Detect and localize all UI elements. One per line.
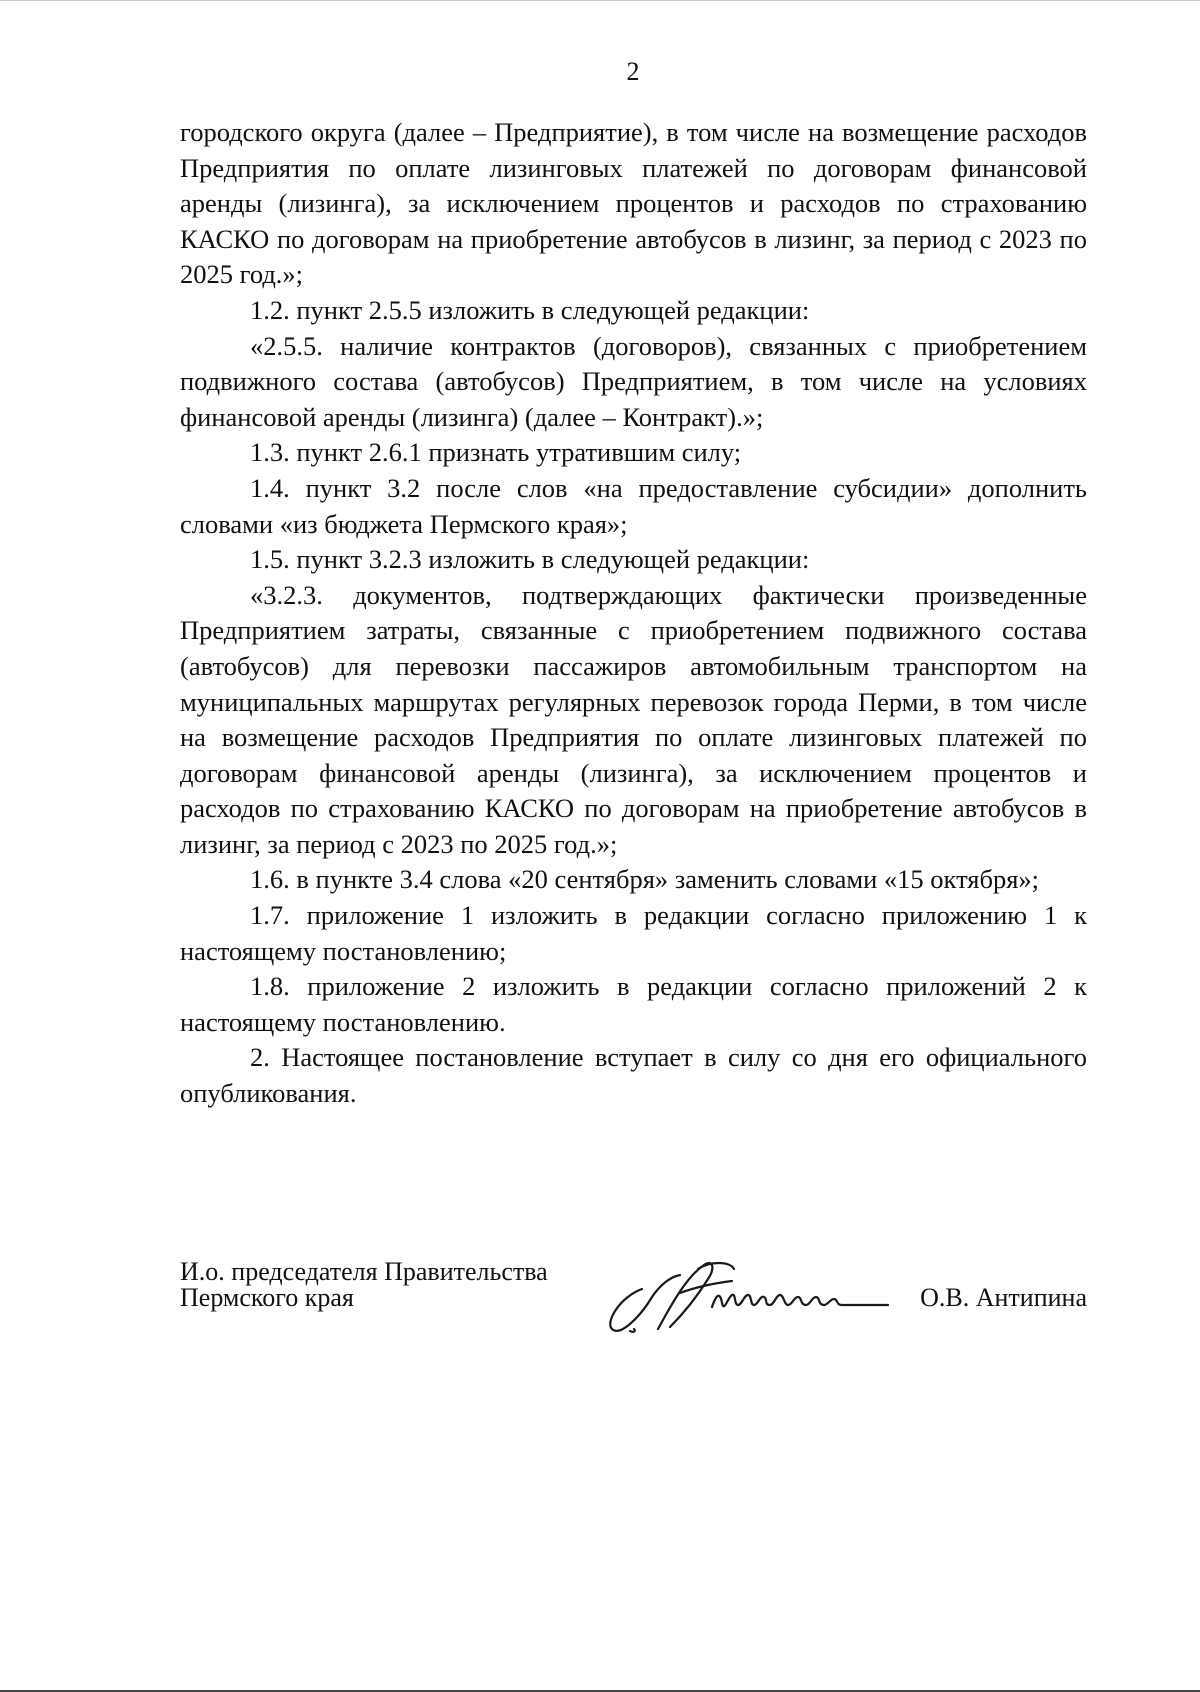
page-number: 2 xyxy=(626,57,640,86)
signature-block xyxy=(180,1259,1087,1359)
paragraph: 1.5. пункт 3.2.3 изложить в следующей редакции: xyxy=(250,544,810,575)
signer-title-line: И.о. председателя Правительства xyxy=(180,1257,548,1286)
paragraph: 2. Настоящее постановление вступает в силу со дня его официального опубликования. xyxy=(180,1042,1087,1109)
paragraph: 1.8. приложение 2 изложить в редакции согласно приложений 2 к настоящему постановлению. xyxy=(180,971,1087,1037)
signer-name: О.В. Антипина xyxy=(920,1283,1087,1312)
signer-title xyxy=(180,1259,600,1311)
paragraph: 1.2. пункт 2.5.5 изложить в следующей редакции: xyxy=(250,294,810,325)
paragraph: 1.7. приложение 1 изложить в редакции согласно приложению 1 к настоящему постановлению; xyxy=(180,900,1087,966)
paragraph: «3.2.3. документов, подтверждающих фактически произведенные Предприятием затраты, связанные с приобретением подвижного состава (автобусов) для перевозки пассажиров автомобильным транспортом на муниципальных маршрутах регулярных перевозок города Перми, в том числе на возмещение расходов Предприятия по оплате лизинговых платежей по договорам финансовой аренды (лизинга), за исключением процентов и расходов по страхованию КАСКО по договорам на приобретение автобусов в лизинг, за период с 2023 по 2025 год.»; xyxy=(180,579,1087,859)
signer-title-line: Пермского края xyxy=(180,1283,354,1312)
paragraph: 1.4. пункт 3.2 после слов «на предоставление субсидии» дополнить словами «из бюджета Пермского края»; xyxy=(180,472,1087,539)
paragraph: «2.5.5. наличие контрактов (договоров), связанных с приобретением подвижного состава (автобусов) Предприятием, в том числе на условиях финансовой аренды (лизинга) (далее – Контракт).»; xyxy=(180,330,1087,432)
paragraph: 1.3. пункт 2.6.1 признать утратившим силу; xyxy=(250,437,742,468)
document-body xyxy=(180,115,1087,1112)
paragraph: 1.6. в пункте 3.4 слова «20 сентября» заменить словами «15 октября»; xyxy=(250,864,1040,895)
handwritten-signature xyxy=(600,1247,900,1337)
paragraph: городского округа (далее – Предприятие), в том числе на возмещение расходов Предприятия по оплате лизинговых платежей по договорам финансовой аренды (лизинга), за исключением процентов и расходов по страхованию КАСКО по договорам на приобретение автобусов в лизинг, за период с 2023 по 2025 год.»; xyxy=(180,117,1087,290)
